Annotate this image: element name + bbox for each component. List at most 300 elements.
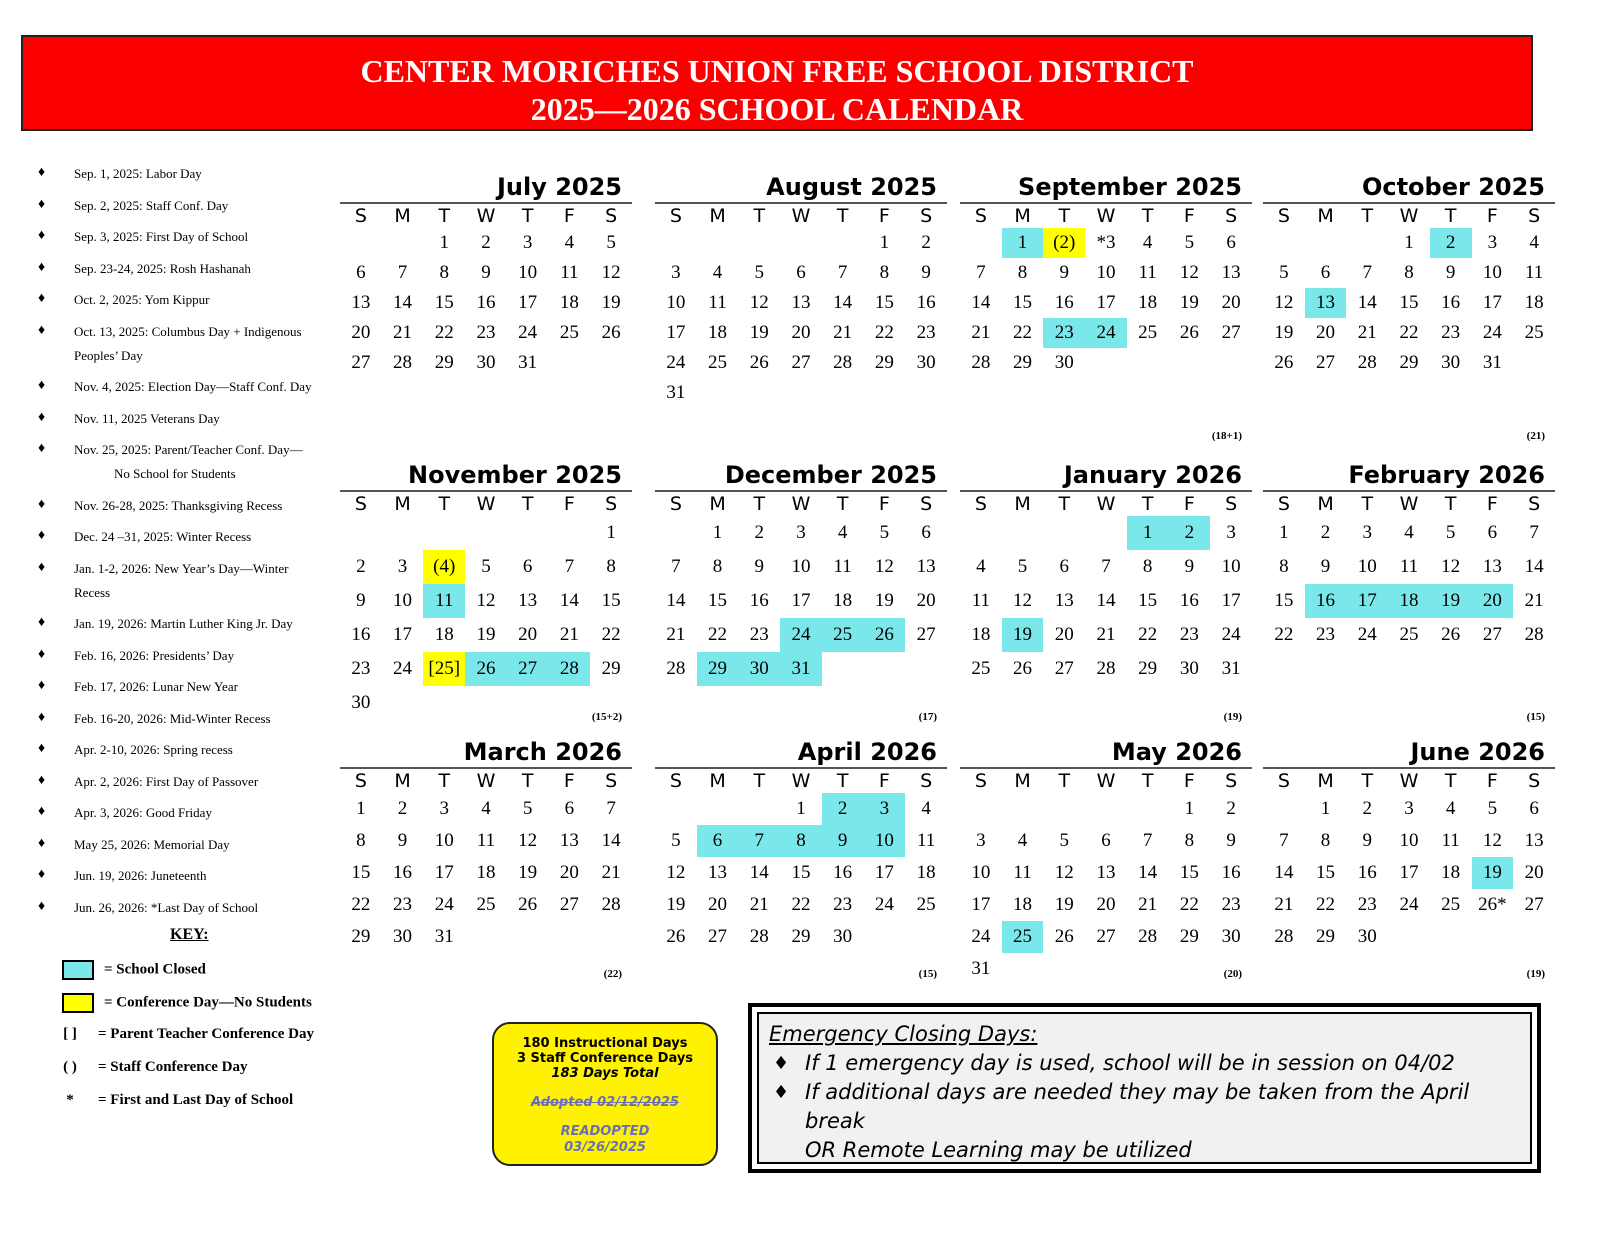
day-cell: 22 <box>1399 322 1419 343</box>
day-cell: 10 <box>1221 556 1241 577</box>
week-row <box>960 318 1252 348</box>
day-cell: 7 <box>671 556 681 577</box>
empty-cell <box>738 228 780 258</box>
weekday-header: S <box>1528 493 1541 515</box>
day-cell: 12 <box>1441 556 1461 577</box>
empty-cell <box>1043 793 1085 825</box>
event-text: Dec. 24 –31, 2025: Winter Recess <box>74 529 252 544</box>
day-cell: 27 <box>708 926 728 947</box>
day-cell: 8 <box>1279 556 1289 577</box>
day-cell: 26 <box>601 322 621 343</box>
day-cell: 9 <box>921 262 931 283</box>
day-cell: 5 <box>1184 232 1195 253</box>
week-row <box>340 516 632 550</box>
day-cell: 14 <box>1357 292 1377 313</box>
day-cell: 27 <box>791 352 811 373</box>
weekday-header: M <box>709 493 726 515</box>
week-row <box>1263 584 1555 618</box>
weekday-header: T <box>1141 770 1154 792</box>
month-table <box>655 492 947 686</box>
day-cell: 13 <box>1221 262 1241 283</box>
day-cell: 28 <box>1524 624 1544 645</box>
day-cell: 11 <box>1524 262 1544 283</box>
day-cell: 15 <box>1138 590 1158 611</box>
weekday-header: F <box>1486 770 1498 792</box>
day-cell: 12 <box>666 862 686 883</box>
day-cell: 5 <box>671 830 681 851</box>
week-row <box>340 228 632 258</box>
day-cell: 16 <box>916 292 936 313</box>
weekday-header: T <box>438 205 451 227</box>
day-cell: 20 <box>791 322 811 343</box>
empty-cell <box>1472 921 1514 953</box>
day-cell: 15 <box>351 862 371 883</box>
month-table <box>340 204 632 378</box>
day-cell: 17 <box>518 292 538 313</box>
diamond-bullet-icon: ♦ <box>38 646 46 662</box>
event-text: Sep. 2, 2025: Staff Conf. Day <box>74 197 229 213</box>
header-banner <box>21 35 1533 131</box>
day-cell: 10 <box>518 262 538 283</box>
week-row <box>960 921 1252 953</box>
day-cell: 12 <box>874 556 894 577</box>
day-cell: 27 <box>916 624 936 645</box>
weekday-header: S <box>1277 205 1290 227</box>
month-table <box>340 492 632 720</box>
weekday-header: F <box>1183 205 1195 227</box>
week-row <box>960 348 1252 378</box>
instructional-day-count: (21) <box>1526 430 1545 442</box>
weekday-header: S <box>920 493 933 515</box>
day-cell: 22 <box>708 624 728 645</box>
day-cell: 15 <box>1179 862 1199 883</box>
day-cell: 21 <box>1274 894 1294 915</box>
day-cell: 25 <box>1441 894 1461 915</box>
day-cell: 15 <box>791 862 811 883</box>
day-cell: 20 <box>518 624 538 645</box>
day-cell: 15 <box>1316 862 1336 883</box>
day-cell: 17 <box>434 862 454 883</box>
empty-cell <box>423 516 465 550</box>
month-calendar <box>960 172 1252 378</box>
day-cell: 20 <box>1054 624 1074 645</box>
staff-symbol: ( ) <box>63 1059 77 1075</box>
week-row <box>655 228 947 258</box>
total-days: 183 Days Total <box>551 1066 659 1081</box>
month-table <box>960 492 1252 686</box>
weekday-header: W <box>1399 205 1419 227</box>
first-last-label: = First and Last Day of School <box>98 1092 294 1108</box>
day-cell: 2 <box>822 793 864 825</box>
event-list <box>34 162 334 927</box>
day-cell: 30 <box>1441 352 1461 373</box>
empty-cell <box>1127 793 1169 825</box>
emergency-item <box>769 1078 1520 1165</box>
day-cell: 7 <box>1142 830 1153 851</box>
weekday-header: W <box>791 770 811 792</box>
day-cell: 1 <box>712 522 723 543</box>
weekday-header: F <box>563 493 575 515</box>
instructional-day-count: (19) <box>1223 711 1242 723</box>
day-cell: 31 <box>971 958 991 979</box>
day-cell: 5 <box>1487 798 1498 819</box>
month-calendar <box>1263 737 1555 953</box>
week-row <box>655 584 947 618</box>
month-title: November 2025 <box>340 460 632 492</box>
month-title: March 2026 <box>340 737 632 769</box>
day-cell: 17 <box>1399 862 1419 883</box>
empty-cell <box>549 516 591 550</box>
day-cell: 20 <box>1524 862 1544 883</box>
day-cell: 5 <box>1445 522 1456 543</box>
diamond-bullet-icon: ♦ <box>38 615 46 630</box>
day-cell: 14 <box>1274 862 1294 883</box>
empty-cell <box>822 228 864 258</box>
day-cell: 19 <box>1430 584 1472 618</box>
diamond-bullet-icon: ♦ <box>38 441 46 456</box>
month-table <box>1263 204 1555 378</box>
day-cell: 27 <box>1096 926 1116 947</box>
day-cell: 11 <box>1399 556 1419 577</box>
month-calendar <box>340 737 632 953</box>
empty-cell <box>1085 953 1127 985</box>
day-cell: 14 <box>601 830 621 851</box>
day-cell: 4 <box>976 556 986 577</box>
empty-cell <box>1513 921 1555 953</box>
day-cell: 24 <box>1085 318 1127 348</box>
day-cell: 7 <box>564 556 575 577</box>
empty-cell <box>1002 793 1044 825</box>
day-cell: 14 <box>833 292 853 313</box>
day-cell: 3 <box>1362 522 1372 543</box>
day-cell: 31 <box>1482 352 1502 373</box>
day-cell: 4 <box>712 262 723 283</box>
day-cell: 21 <box>749 894 769 915</box>
day-cell: 21 <box>1096 624 1116 645</box>
day-cell: 26* <box>1478 894 1507 915</box>
day-cell: 9 <box>397 830 408 851</box>
weekday-header: M <box>709 770 726 792</box>
day-cell: 22 <box>1138 624 1158 645</box>
event-text: No School for Students <box>114 466 236 481</box>
day-cell: 8 <box>606 556 616 577</box>
empty-cell <box>465 686 507 720</box>
empty-cell <box>549 921 591 953</box>
empty-cell <box>1002 516 1044 550</box>
day-cell: 9 <box>481 262 491 283</box>
week-row <box>1263 258 1555 288</box>
day-cell: 5 <box>1279 262 1289 283</box>
day-cell: 24 <box>780 618 822 652</box>
day-cell: 20 <box>1316 322 1336 343</box>
day-cell: 19 <box>601 292 621 313</box>
day-cell: 9 <box>754 556 764 577</box>
week-row <box>1263 921 1555 953</box>
week-row <box>340 921 632 953</box>
day-cell: 19 <box>1472 857 1514 889</box>
day-cell: 1 <box>1279 522 1289 543</box>
event-text: Nov. 11, 2025 Veterans Day <box>74 410 220 426</box>
day-cell: 14 <box>971 292 991 313</box>
weekday-header: S <box>1277 770 1290 792</box>
instructional-day-count: (15) <box>918 968 937 980</box>
day-cell: 18 <box>434 624 454 645</box>
event-item <box>34 612 334 636</box>
weekday-header: S <box>1528 770 1541 792</box>
day-cell: 27 <box>1316 352 1336 373</box>
week-row <box>655 857 947 889</box>
month-title: June 2026 <box>1263 737 1555 769</box>
empty-cell <box>1513 348 1555 378</box>
day-cell: 14 <box>749 862 769 883</box>
event-text: Peoples’ Day <box>74 347 143 363</box>
empty-cell <box>905 921 947 953</box>
event-text: Apr. 2, 2026: First Day of Passover <box>74 773 259 789</box>
event-item <box>34 320 334 368</box>
day-cell: 13 <box>708 862 728 883</box>
day-cell: 20 <box>559 862 579 883</box>
day-cell: 28 <box>1274 926 1294 947</box>
day-cell: 20 <box>351 322 371 343</box>
day-cell: 13 <box>1482 556 1502 577</box>
emergency-title: Emergency Closing Days: <box>769 1022 1038 1046</box>
day-cell: 4 <box>564 232 575 253</box>
weekday-header: F <box>1183 770 1195 792</box>
empty-cell <box>549 348 591 378</box>
month-title: May 2026 <box>960 737 1252 769</box>
day-cell: 27 <box>559 894 579 915</box>
day-cell: 6 <box>921 522 931 543</box>
empty-cell <box>507 516 549 550</box>
diamond-bullet-icon: ♦ <box>773 1082 790 1103</box>
event-text: Feb. 16, 2026: Presidents’ Day <box>74 647 235 663</box>
day-cell: 2 <box>356 556 366 577</box>
weekday-header: T <box>1058 493 1071 515</box>
instructional-days-box <box>492 1022 718 1166</box>
empty-cell <box>1043 953 1085 985</box>
weekday-header: F <box>563 205 575 227</box>
month-calendar <box>655 460 947 686</box>
weekday-header: W <box>1096 770 1116 792</box>
emergency-box <box>748 1003 1541 1173</box>
week-row <box>340 857 632 889</box>
readopted-label: READOPTED <box>560 1124 650 1139</box>
event-text: Sep. 1, 2025: Labor Day <box>74 166 202 181</box>
day-cell: 15 <box>708 590 728 611</box>
weekday-header: M <box>1014 493 1031 515</box>
day-cell: 30 <box>738 652 780 686</box>
day-cell: 1 <box>1002 228 1044 258</box>
week-row <box>340 584 632 618</box>
emergency-item-text: If 1 emergency day is used, school will be in session on 04/02 <box>805 1051 1455 1075</box>
weekday-header: S <box>920 770 933 792</box>
day-cell: 27 <box>507 652 549 686</box>
day-cell: 15 <box>1013 292 1033 313</box>
weekday-header: S <box>1528 205 1541 227</box>
day-cell: 12 <box>1054 862 1074 883</box>
day-cell: 21 <box>559 624 579 645</box>
day-cell: 7 <box>738 825 780 857</box>
day-cell: 28 <box>1357 352 1377 373</box>
day-cell: 18 <box>1524 292 1544 313</box>
day-cell: 21 <box>1138 894 1158 915</box>
month-table <box>1263 769 1555 953</box>
day-cell: 6 <box>1320 262 1331 283</box>
instructional-day-count: (19) <box>1526 968 1545 980</box>
day-cell: 15 <box>434 292 454 313</box>
day-cell: (4) <box>423 550 465 584</box>
week-row <box>655 618 947 652</box>
day-cell: 1 <box>1184 798 1195 819</box>
empty-cell <box>960 228 1002 258</box>
diamond-bullet-icon: ♦ <box>38 409 46 425</box>
day-cell: 4 <box>1529 232 1539 253</box>
day-cell: 16 <box>1179 590 1199 611</box>
weekday-header: W <box>476 493 496 515</box>
event-item <box>34 833 334 857</box>
day-cell: 27 <box>1054 658 1074 679</box>
day-cell: 23 <box>1043 318 1085 348</box>
month-calendar <box>960 737 1252 985</box>
day-cell: 11 <box>971 590 990 611</box>
event-text: Jun. 19, 2026: Juneteenth <box>74 868 207 883</box>
weekday-header: W <box>1096 205 1116 227</box>
empty-cell <box>1085 793 1127 825</box>
day-cell: 25 <box>1524 322 1544 343</box>
week-row <box>1263 550 1555 584</box>
weekday-header: S <box>669 205 682 227</box>
day-cell: 16 <box>1054 292 1074 313</box>
empty-cell <box>655 793 697 825</box>
week-row <box>655 793 947 825</box>
day-cell: 2 <box>1320 522 1331 543</box>
day-cell: 14 <box>1524 556 1544 577</box>
week-row <box>960 550 1252 584</box>
event-item <box>34 525 334 549</box>
day-cell: 7 <box>837 262 848 283</box>
day-cell: 14 <box>666 590 686 611</box>
day-cell: 2 <box>1430 228 1472 258</box>
day-cell: 11 <box>1138 262 1157 283</box>
day-cell: 4 <box>481 798 491 819</box>
day-cell: 12 <box>1179 262 1199 283</box>
empty-cell <box>1263 793 1305 825</box>
diamond-bullet-icon: ♦ <box>38 709 46 725</box>
day-cell: 16 <box>749 590 769 611</box>
instructional-day-count: (20) <box>1223 968 1242 980</box>
event-text: Apr. 2-10, 2026: Spring recess <box>74 742 233 757</box>
weekday-header: F <box>563 770 575 792</box>
empty-cell <box>1127 348 1169 378</box>
day-cell: 22 <box>601 624 621 645</box>
day-cell: 3 <box>671 262 681 283</box>
day-cell: 27 <box>1221 322 1241 343</box>
week-row <box>1263 288 1555 318</box>
day-cell: 1 <box>439 232 449 253</box>
day-cell: 31 <box>434 926 454 947</box>
week-row <box>655 825 947 857</box>
week-row <box>960 516 1252 550</box>
empty-cell <box>864 921 906 953</box>
day-cell: 21 <box>1357 322 1377 343</box>
instructional-day-count: (15) <box>1526 711 1545 723</box>
day-cell: 7 <box>606 798 616 819</box>
day-cell: 10 <box>1096 262 1116 283</box>
month-title: December 2025 <box>655 460 947 492</box>
day-cell: 26 <box>1054 926 1074 947</box>
day-cell: 8 <box>356 830 366 851</box>
weekday-header: T <box>1361 205 1374 227</box>
empty-cell <box>465 516 507 550</box>
event-item <box>34 407 334 431</box>
week-row <box>340 258 632 288</box>
empty-cell <box>1002 953 1044 985</box>
day-cell: 16 <box>833 862 853 883</box>
day-cell: 2 <box>1362 798 1372 819</box>
event-text: Feb. 16-20, 2026: Mid-Winter Recess <box>74 710 271 726</box>
conference-swatch <box>62 993 94 1013</box>
diamond-bullet-icon: ♦ <box>38 772 46 788</box>
day-cell: 4 <box>1445 798 1456 819</box>
week-row <box>655 318 947 348</box>
day-cell: 27 <box>1482 624 1502 645</box>
weekday-header: S <box>974 770 987 792</box>
week-row <box>655 288 947 318</box>
day-cell: 28 <box>1138 926 1158 947</box>
empty-cell <box>507 921 549 953</box>
diamond-bullet-icon: ♦ <box>38 496 46 512</box>
event-text: Feb. 17, 2026: Lunar New Year <box>74 679 238 694</box>
day-cell: 28 <box>549 652 591 686</box>
weekday-header: F <box>878 205 890 227</box>
day-cell: 31 <box>666 382 686 403</box>
day-cell: 27 <box>1524 894 1544 915</box>
day-cell: 25 <box>1002 921 1044 953</box>
day-cell: 26 <box>864 618 906 652</box>
event-text: Nov. 26-28, 2025: Thanksgiving Recess <box>74 497 283 513</box>
day-cell: 20 <box>1096 894 1116 915</box>
empty-cell <box>1169 348 1211 378</box>
weekday-header: M <box>394 770 411 792</box>
week-row <box>1263 516 1555 550</box>
weekday-header: M <box>709 205 726 227</box>
week-row <box>655 348 947 378</box>
day-cell: 30 <box>1357 926 1377 947</box>
week-row <box>340 889 632 921</box>
day-cell: 19 <box>1002 618 1044 652</box>
empty-cell <box>822 652 864 686</box>
empty-cell <box>905 652 947 686</box>
empty-cell <box>340 516 382 550</box>
day-cell: 1 <box>606 522 616 543</box>
weekday-header: T <box>753 493 766 515</box>
day-cell: 9 <box>1320 556 1331 577</box>
empty-cell <box>1263 228 1305 258</box>
month-calendar <box>340 172 632 378</box>
event-text: May 25, 2026: Memorial Day <box>74 836 230 852</box>
day-cell: 5 <box>1059 830 1069 851</box>
day-cell: 8 <box>879 262 890 283</box>
day-cell: 28 <box>393 352 413 373</box>
event-text: Nov. 4, 2025: Election Day—Staff Conf. Day <box>74 379 312 394</box>
event-text: Jan. 1-2, 2026: New Year’s Day—Winter <box>74 560 289 576</box>
day-cell: 3 <box>1404 798 1414 819</box>
day-cell: 30 <box>393 926 413 947</box>
day-cell: 16 <box>1441 292 1461 313</box>
day-cell: 22 <box>1274 624 1294 645</box>
day-cell: 18 <box>476 862 496 883</box>
day-cell: 20 <box>708 894 728 915</box>
